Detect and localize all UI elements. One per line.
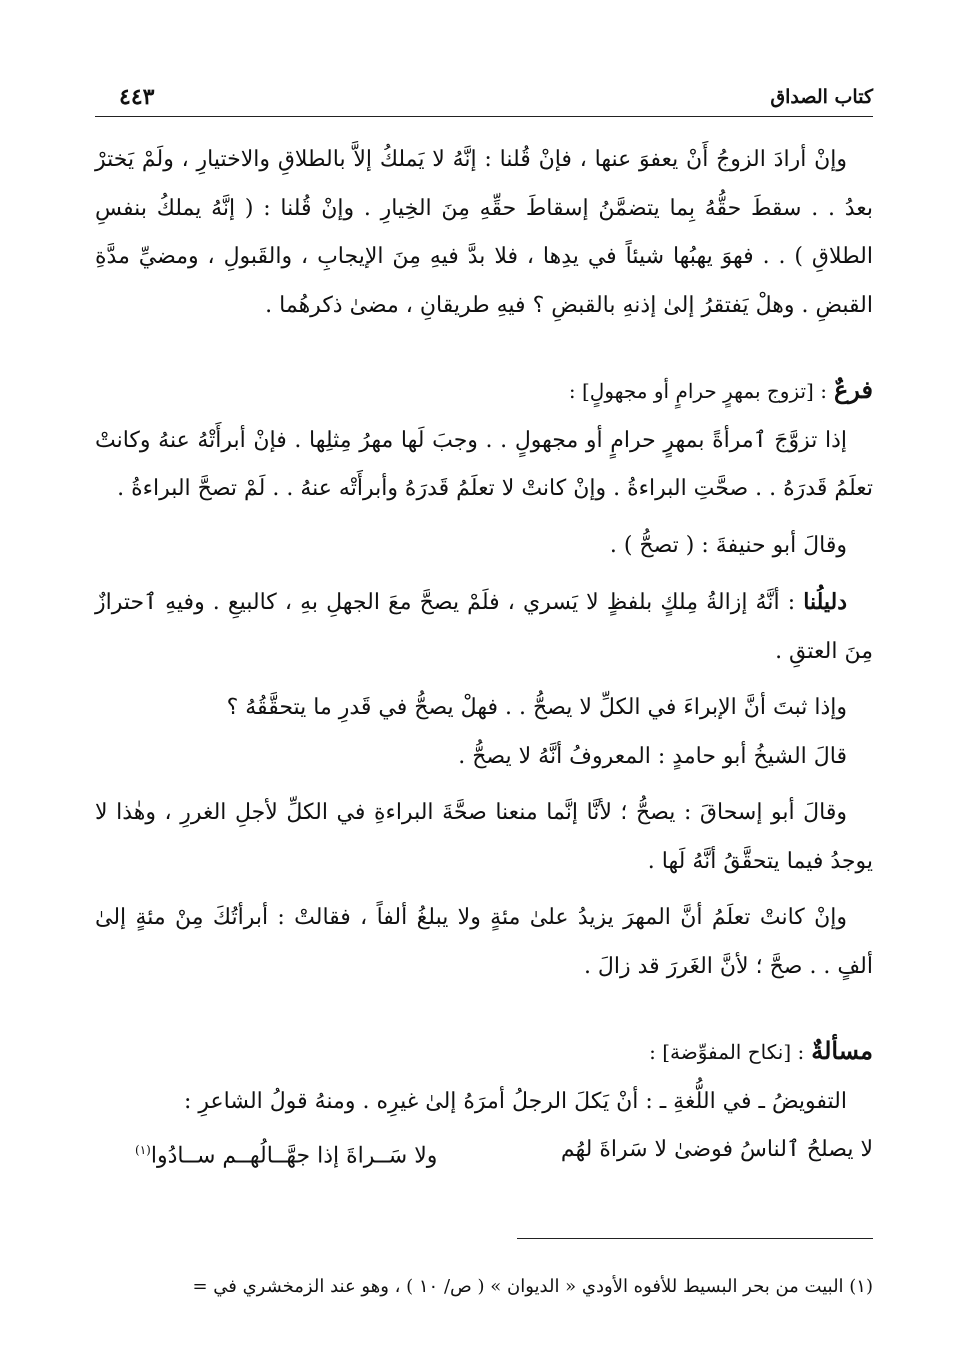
paragraph: إذا تزوَّجَ ٱمرأةً بمهرٍ حرامٍ أو مجهولٍ . . وجبَ لَها مهرُ مِثلِها . فإنْ أبرأَتْهُ عنهُ وكانتْ تعلَمُ قَدرَهُ . . صحَّتِ البراءةُ . وإنْ كانتْ لا تعلَمُ قَدرَهُ وأبرأَتْه عنهُ . . لَمْ تصحَّ البراءةُ .: [95, 427, 873, 501]
paragraph: التفويضُ ـ في اللُّغةِ ـ : أنْ يَكلَ الرجلُ أمرَهُ إلىٰ غيرِه . ومنهُ قولُ الشاعرِ :: [183, 1088, 847, 1114]
paragraph: وقالَ أبو حنيفةَ : ( تصحُّ ) .: [609, 532, 847, 558]
page-number: ٤٤٣: [119, 84, 155, 110]
paragraph: وإذا ثبتَ أنَّ الإبراءَ في الكلِّ لا يصحُّ . . فهلْ يصحُّ في قَدرِ ما يتحقَّقُهُ ؟: [226, 695, 847, 720]
verse-first-hemistich: لا يصلحُ ٱلناسُ فوضىٰ لا سَراةَ لهُم: [560, 1137, 873, 1162]
main-text: [95, 136, 873, 1181]
heading-word: مسألةٌ: [811, 1036, 873, 1065]
paragraph: قالَ الشيخُ أبو حامدٍ : المعروفُ أنَّهُ لا يصحُّ .: [458, 743, 847, 769]
section-heading-masala: [95, 1027, 873, 1078]
book-title: كتاب الصداق: [770, 86, 873, 108]
paragraph: وإنْ كانتْ تعلَمُ أنَّ المهرَ يزيدُ علىٰ مئةٍ ولا يبلغُ ألفاً ، فقالتْ : أبرأتُكَ مِنْ مئةٍ إلىٰ ألفٍ . . صحَّ ؛ لأنَّ الغَررَ قد زالَ .: [95, 905, 873, 979]
footnote-divider: [517, 1238, 873, 1239]
paragraph: [95, 578, 873, 676]
running-header: [95, 86, 873, 117]
evidence-label: دليلُنا: [803, 589, 847, 615]
footnote: (١) البيت من بحر البسيط للأفوه الأودي « الديوان » ( ص/ ١٠ ) ، وهو عند الزمخشري في =: [192, 1276, 873, 1297]
poetry-verse: [95, 1126, 873, 1181]
heading-title: : [تزوج بمهرٍ حرامٍ أو مجهولٍ] :: [568, 379, 827, 403]
heading-title: : [نكاح المفوِّضة] :: [649, 1040, 805, 1064]
paragraph: وقالَ أبو إسحاقَ : يصحُّ ؛ لأنَّا إنَّما منعنا صحَّةَ البراءةِ في الكلِّ لأجلِ الغررِ ، وهٰذا لا يوجدُ فيما يتحقَّقُ أنَّهُ لَها .: [95, 800, 873, 874]
paragraph: وإنْ أرادَ الزوجُ أَنْ يعفوَ عنها ، فإنْ قُلنا : إنَّهُ لا يَملكُ إلاَّ بالطلاقِ والاختيارِ ، ولَمْ يَخترْ بعدُ . . سقطَ حقُّهُ بِما يتضمَّنُ إسقاطَ حقِّهِ مِنَ الخِيارِ . وإنْ قُلنا : ( إنَّهُ يملكُ بنفسِ الطلاقِ ) . . فهوَ يهبُها شيئاً في يدِها ، فلا بدَّ فيهِ مِنَ الإيجابِ ، والقَبولِ ، ومضيِّ مدَّةِ القبضِ . وهلْ يَفتقرُ إلىٰ إذنهِ بالقبضِ ؟ فيهِ طريقانِ ، مضىٰ ذكرهُما .: [95, 147, 873, 318]
verse-second-hemistich: ولا سَــراةَ إذا جهَّــالُهــم ســادُوا$^{(١)}$: [135, 1143, 438, 1169]
footnote-marker: (١): [135, 1143, 151, 1157]
section-heading-far: [95, 366, 873, 417]
paragraph-text: : أنَّهُ إزالةُ مِلكٍ بلفظٍ لا يَسري ، فلَمْ يصحَّ معَ الجهلِ بهِ ، كالبيعِ . وفيهِ ٱحترازٌ مِنَ العتقِ .: [95, 590, 873, 664]
heading-word: فرعٌ: [833, 375, 873, 404]
